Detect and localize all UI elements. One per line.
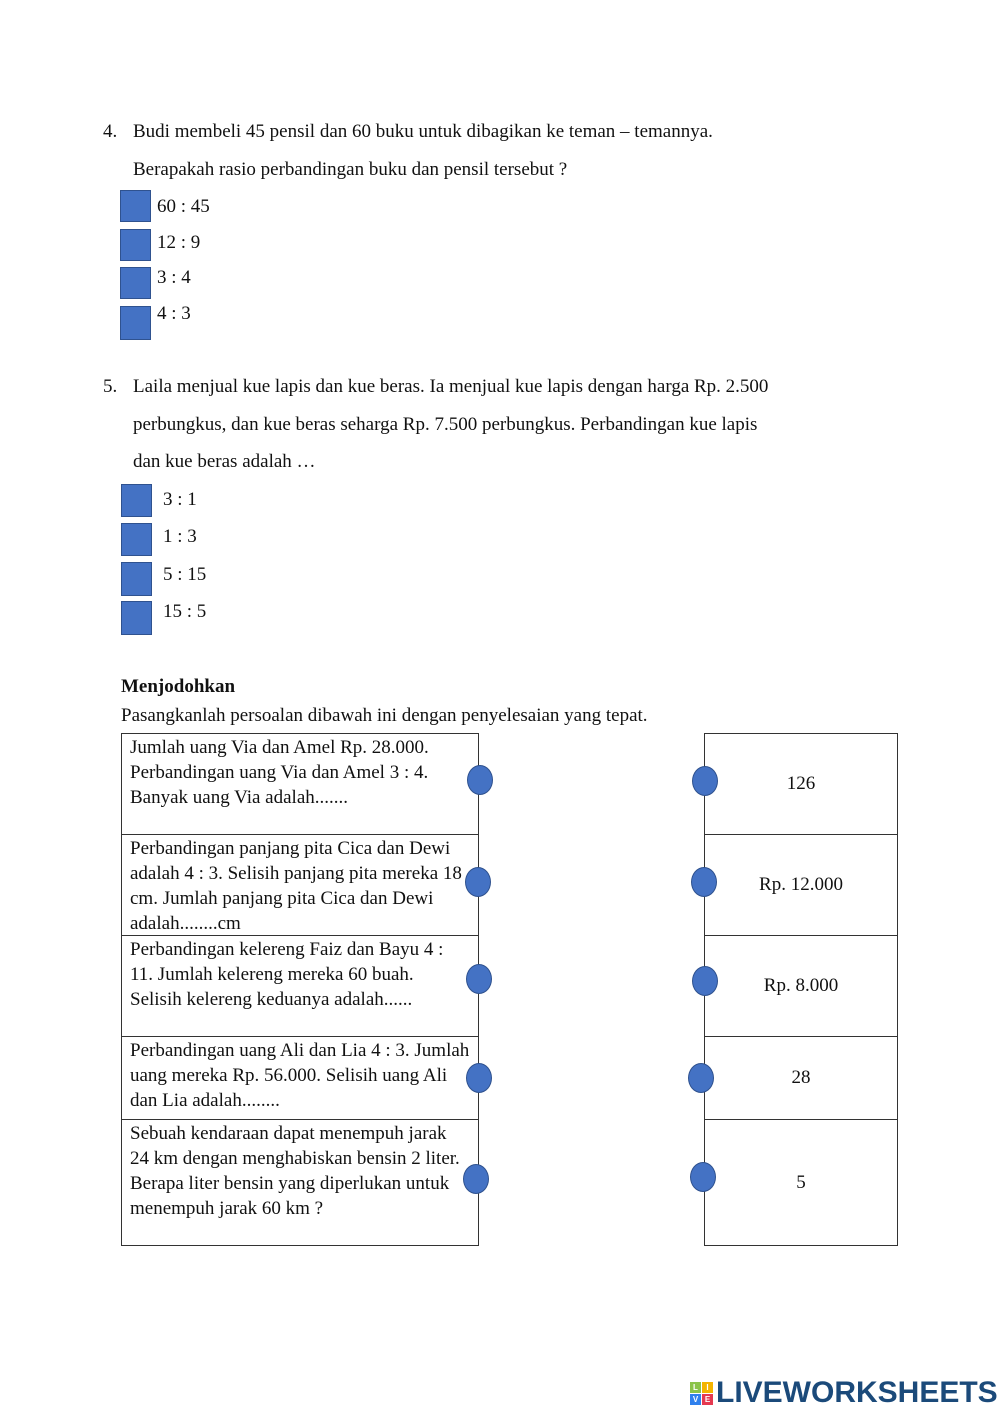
logo-tile: E xyxy=(702,1394,713,1405)
q4-option-1-checkbox[interactable] xyxy=(120,190,151,222)
q5-option-1-label: 3 : 1 xyxy=(163,489,197,510)
question-5-text-line3: dan kue beras adalah … xyxy=(133,451,316,472)
logo-tile: I xyxy=(702,1382,713,1393)
liveworksheets-logo xyxy=(690,1376,998,1410)
matching-question-5: Sebuah kendaraan dapat menempuh jarak 24 km dengan menghabiskan bensin 2 liter. Berapa liter bensin yang diperlukan untuk menempuh jarak 60 km ? xyxy=(121,1119,479,1246)
question-4-number: 4. xyxy=(103,121,118,142)
matching-answer-1 xyxy=(704,733,898,835)
q5-option-1-checkbox[interactable] xyxy=(121,484,152,517)
matching-question-1: Jumlah uang Via dan Amel Rp. 28.000. Perbandingan uang Via dan Amel 3 : 4. Banyak uang Via adalah....... xyxy=(121,733,479,835)
answer-4-connector-dot[interactable] xyxy=(688,1063,714,1093)
question-1-connector-dot[interactable] xyxy=(467,765,493,795)
matching-answer-5 xyxy=(704,1119,898,1246)
matching-instruction: Pasangkanlah persoalan dibawah ini dengan penyelesaian yang tepat. xyxy=(121,705,648,726)
logo-tiles-icon xyxy=(690,1382,713,1405)
matching-question-3: Perbandingan kelereng Faiz dan Bayu 4 : 11. Jumlah kelereng mereka 60 buah. Selisih kelereng keduanya adalah...... xyxy=(121,935,479,1037)
q5-option-3-label: 5 : 15 xyxy=(163,564,207,585)
q4-option-4-label: 4 : 3 xyxy=(157,303,191,324)
q4-option-2-label: 12 : 9 xyxy=(157,232,201,253)
logo-tile: L xyxy=(690,1382,701,1393)
question-5-connector-dot[interactable] xyxy=(463,1164,489,1194)
question-4-text-line2: Berapakah rasio perbandingan buku dan pensil tersebut ? xyxy=(133,159,568,180)
question-4-connector-dot[interactable] xyxy=(466,1063,492,1093)
matching-answer-3 xyxy=(704,935,898,1037)
answer-2-label: Rp. 12.000 xyxy=(759,874,843,895)
q5-option-2-label: 1 : 3 xyxy=(163,526,197,547)
matching-question-2: Perbandingan panjang pita Cica dan Dewi adalah 4 : 3. Selisih panjang pita mereka 18 cm. Jumlah panjang pita Cica dan Dewi adalah........cm xyxy=(121,834,479,936)
answer-5-label: 5 xyxy=(796,1171,806,1193)
q4-option-3-checkbox[interactable] xyxy=(120,267,151,299)
logo-text: LIVEWORKSHEETS xyxy=(716,1376,998,1409)
answer-1-label: 126 xyxy=(786,773,816,794)
q4-option-2-checkbox[interactable] xyxy=(120,229,151,261)
question-5-text-line2: perbungkus, dan kue beras seharga Rp. 7.500 perbungkus. Perbandingan kue lapis xyxy=(133,414,758,435)
q4-option-3-label: 3 : 4 xyxy=(157,267,191,288)
answer-2-connector-dot[interactable] xyxy=(691,867,717,897)
q4-option-4-checkbox[interactable] xyxy=(120,306,151,340)
answer-4-label: 28 xyxy=(791,1067,811,1088)
matching-answer-2 xyxy=(704,834,898,936)
q5-option-3-checkbox[interactable] xyxy=(121,562,152,596)
matching-question-4: Perbandingan uang Ali dan Lia 4 : 3. Jumlah uang mereka Rp. 56.000. Selisih uang Ali dan Lia adalah........ xyxy=(121,1036,479,1120)
answer-1-connector-dot[interactable] xyxy=(692,766,718,796)
logo-tile: V xyxy=(690,1394,701,1405)
q5-option-2-checkbox[interactable] xyxy=(121,523,152,556)
matching-title: Menjodohkan xyxy=(121,676,236,697)
q5-option-4-label: 15 : 5 xyxy=(163,601,207,622)
answer-5-connector-dot[interactable] xyxy=(690,1162,716,1192)
answer-3-connector-dot[interactable] xyxy=(692,966,718,996)
question-3-connector-dot[interactable] xyxy=(466,964,492,994)
question-5-text-line1: Laila menjual kue lapis dan kue beras. Ia menjual kue lapis dengan harga Rp. 2.500 xyxy=(133,376,769,397)
q4-option-1-label: 60 : 45 xyxy=(157,196,210,217)
question-4-text-line1: Budi membeli 45 pensil dan 60 buku untuk dibagikan ke teman – temannya. xyxy=(133,121,713,142)
q5-option-4-checkbox[interactable] xyxy=(121,601,152,635)
question-5-number: 5. xyxy=(103,376,118,397)
question-2-connector-dot[interactable] xyxy=(465,867,491,897)
answer-3-label: Rp. 8.000 xyxy=(763,975,839,996)
matching-answer-4 xyxy=(704,1036,898,1120)
